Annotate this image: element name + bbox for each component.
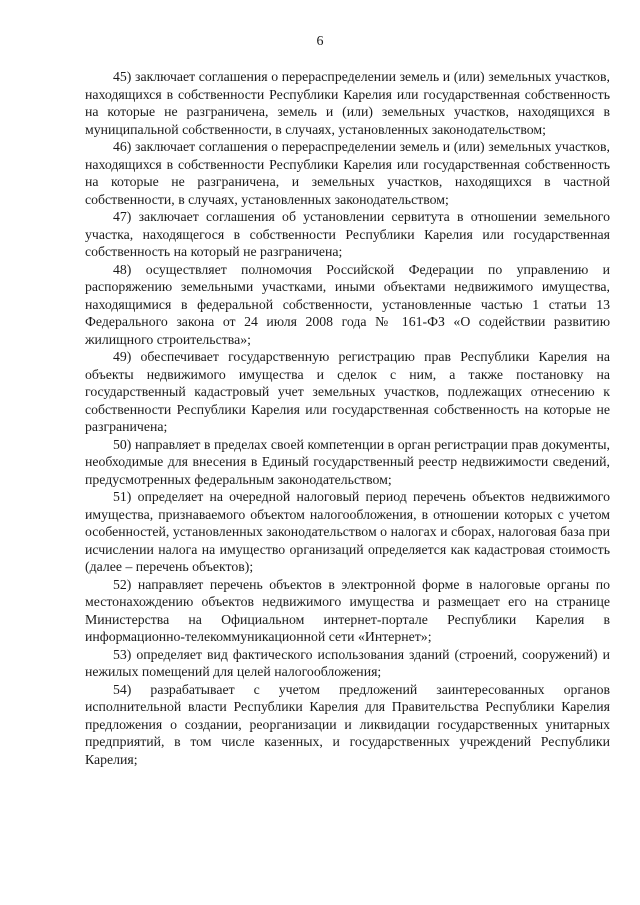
document-body [85, 68, 610, 768]
paragraph-49: 49) обеспечивает государственную регистрацию прав Республики Карелия на объекты недвижимого имущества и сделок с ним, а также постановку на государственный кадастровый учет земельных участков, подлежащих отнесению к собственности Республики Карелия или государственная собственность на которые не разграничена; [85, 349, 610, 434]
paragraph-51: 51) определяет на очередной налоговый период перечень объектов недвижимого имущества, признаваемого объектом налогообложения, в отношении которых с учетом особенностей, установленных законодательством о налогах и сборах, налоговая база при исчислении налога на имущество организаций определяется как кадастровая стоимость (далее – перечень объектов); [85, 489, 610, 574]
paragraph-53: 53) определяет вид фактического использования зданий (строений, сооружений) и нежилых помещений для целей налогообложения; [85, 646, 610, 679]
page-number: 6 [316, 34, 324, 49]
paragraph-48: 48) осуществляет полномочия Российской Федерации по управлению и распоряжению земельными участками, иными объектами недвижимого имущества, находящимися в федеральной собственности, установленные частью 1 статьи 13 Федерального закона от 24 июля 2008 года № 161-ФЗ «О содействии развитию жилищного строительства»; [85, 261, 610, 347]
paragraph-45: 45) заключает соглашения о перераспределении земель и (или) земельных участков, находящихся в собственности Республики Карелия или государственная собственность на которые не разграничена, земель и (или) земельных участков, находящихся в муниципальной собственности, в случаях, установленных законодательством; [85, 69, 610, 137]
paragraph-46: 46) заключает соглашения о перераспределении земель и (или) земельных участков, находящихся в собственности Республики Карелия или государственная собственность на которые не разграничена, и земельных участков, находящихся в частной собственности, в случаях, установленных законодательством; [85, 139, 610, 207]
paragraph-50: 50) направляет в пределах своей компетенции в орган регистрации прав документы, необходимые для внесения в Единый государственный реестр недвижимости сведений, предусмотренных федеральным законодательством; [85, 436, 610, 487]
paragraph-54: 54) разрабатывает с учетом предложений заинтересованных органов исполнительной власти Республики Карелия для Правительства Республики Карелия предложения о создании, реорганизации и ликвидации государственных унитарных предприятий, в том числе казенных, и государственных учреждений Республики Карелия; [85, 681, 610, 767]
paragraph-52: 52) направляет перечень объектов в электронной форме в налоговые органы по местонахождению объектов недвижимого имущества и размещает его на странице Министерства на Официальном интернет-портале Республики Карелия в информационно-телекоммуникационной сети «Интернет»; [85, 576, 610, 644]
paragraph-47: 47) заключает соглашения об установлении сервитута в отношении земельного участка, находящегося в собственности Республики Карелия или государственная собственность на который не разграничена; [85, 209, 610, 259]
